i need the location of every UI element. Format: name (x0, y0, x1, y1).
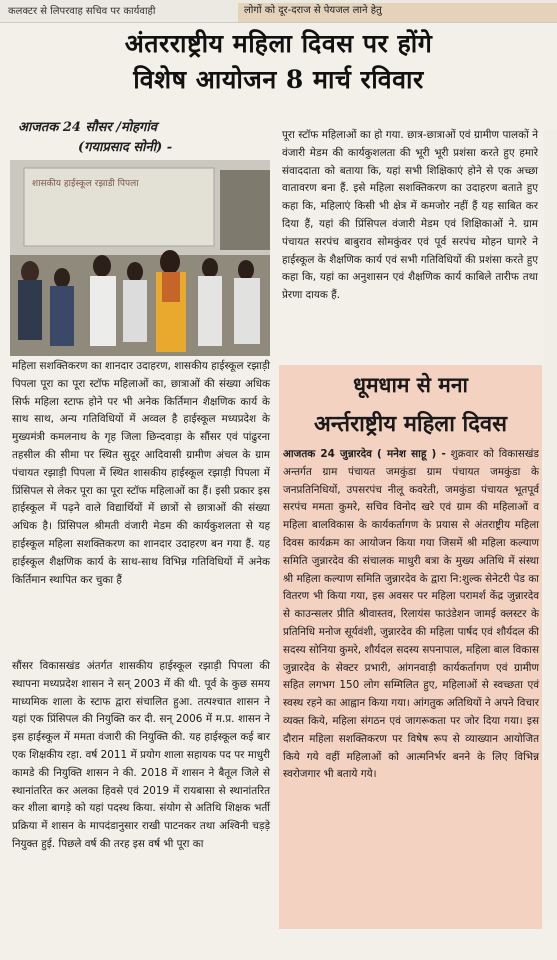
byline-line1: आजतक 24 सौसर /मोहगांव (18, 120, 157, 135)
headline (0, 26, 557, 98)
news-photo (10, 160, 270, 356)
classroom-photo (10, 160, 270, 356)
top-strip-left-text: कलक्टर से लिपरवाह सचिव पर कार्यवाही (8, 6, 156, 17)
photo-banner-text: शासकीय हाईस्कूल रझाडी पिपला (32, 179, 139, 189)
headline-line1: अंतरराष्ट्रीय महिला दिवस पर होंगे (124, 29, 433, 58)
top-strip-right-text: लोगों को दूर-दराज से पेयजल लाने हेतु (238, 3, 557, 22)
headline-line2: विशेष आयोजन 8 मार्च रविवार (133, 65, 424, 94)
box-dateline: आजतक 24 जुन्नारदेव ( मनेश साहू ) - (283, 448, 446, 460)
top-strip (0, 0, 557, 23)
byline-line2: (गयाप्रसाद सोनी) - (78, 140, 173, 155)
byline (18, 118, 276, 158)
box-title-line1: धूमधाम से मना (353, 372, 468, 397)
column-left-para2: सौंसर विकासखंड अंतर्गत शासकीय हाईस्कूल रझाड़ी पिपला की स्थापना मध्यप्रदेश शासन ने सन् 2003 में की थी. पूर्व के कुछ समय माध्यमिक शाला के स्टाफ द्वारा संचालित हुआ. तत्पश्चात शासन ने यहां एक प्रिंसिपल की नियुक्ति कर दी. सन् 2006 में म.प्र. शासन ने इस हाईस्कूल में ममता वंजारी की नियुक्ति की. यह हाईस्कूल कई बार एक शिक्षकीय रहा. वर्ष 2011 में प्रयोग शाला सहायक पद पर माधुरी कामडे की नियुक्ति शासन ने की. 2018 में शासन ने बैतूल जिले से स्थानांतरित कर अलका हिवसे एवं 2019 में रायबासा से स्थानांतरित कर शीला बागड़े को यहां पदस्थ किया. संयोग से अतिथि शिक्षक भर्ती प्रक्रिया में शासन के मापदंडानुसार राखी पाटनकर तथा अश्विनी चड़ड़े नियुक्त हुई. पिछले वर्ष की तरह इस वर्ष भी पूरा का (12, 660, 270, 850)
column-right-top-para: पूरा स्टॉफ महिलाओं का हो गया. छात्र-छात्राओं एवं ग्रामीण पालकों ने वंजारी मेडम की कार्यकुशलता की भूरी भूरी प्रशंसा करते हुए हमारे संवाददाता को बताया कि, यहां सभी शिक्षिकाएं होने से एक अच्छा वातावरण बना हैं. इसे महिला सशक्तिकरण का उदाहरण बताते हुए कहा कि, महिलाएं किसी भी क्षेत्र में कमजोर नहीं हैं यह साबित कर दिया हैं, यहां की प्रिंसिपल वंजारी मेडम एवं शिक्षिकाओं ने. ग्राम पंचायत सरपंच बाबुराव सोमकुंवर एवं पूर्व सरपंच मोहन घागरे ने हाईस्कूल के शैक्षणिक कार्य एवं सभी गतिविधियों की प्रशंसा करते हुए कहा कि, यहां का अनुशासन एवं शैक्षणिक कार्य काबिले तारीफ तथा प्रेरणा दायक हैं. (282, 129, 538, 302)
box-title-line2: अर्न्तराष्ट्रीय महिला दिवस (313, 411, 508, 437)
box-body (283, 446, 539, 784)
box-body-text: शुक्रवार को विकासखंड अन्तर्गत ग्राम पंचायत जमकुंडा ग्राम पंचायत जमकुंडा के जनप्रतिनिधियों, उपसरपंच नीलू कवरेती, जमकुंडा पंचायत भूतपूर्व सरपंच ममता कुमरे, सचिव विनोद खरे एवं ग्राम की महिलाओं व महिला बालविकास के कार्यकर्तागण के प्रयास से अंतराष्ट्रीय महिला दिवस कार्यक्रम का आयोजन किया गया जिसमें श्री महिला कल्याण समिति जुन्नारदेव की संचालक माधुरी बत्रा के मुख्य अतिथि में संस्था श्री महिला कल्याण समिति जुन्नारदेव के द्वारा नि:शुल्क सेनेटरी पेड का वितरण भी किया गया, इस अवसर पर महिला परामर्श केंद्र जुन्नारदेव से काउन्सलर प्रीति श्रीवास्तव, रिलायंस फाउंडेशन जामई क्लस्टर के प्रतिनिधि मनोज सूर्यवंशी, जुन्नारदेव की महिला पार्षद एवं शौर्यदल की सदस्य सोनिया कुमरे, शौर्यदल सदस्य सपनापाल, महिला बाल विकास जुन्नारदेव के सेक्टर प्रभारी, आंगनवाड़ी कार्यकर्तागण एवं ग्रामीण सहित लगभग 150 लोग सम्मिलित हुए, महिलाओं से स्वच्छता एवं स्वस्थ रहने का आह्वान किया गया। आंगतुक अतिथियों ने अपने विचार व्यक्त किये, महिला संगठन एवं जागरूकता पर जोर दिया गया। इस दौरान महिला सशक्तिकरण पर विषेष रूप से व्याख्यान आयोजित किये गये वहीं महिलाओं को आत्मनिर्भर बनने के लिए विभिन्न स्वरोजगार भी बताये गये। (283, 448, 539, 781)
column-left-para1: महिला सशक्तिकरण का शानदार उदाहरण, शासकीय हाईस्कूल रझाड़ी पिपला पूरा का पूरा स्टॉफ महिलाओं का, छात्राओं की संख्या अधिक सिर्फ महिला स्टाफ होने पर भी अनेक किर्तिमान शैक्षणिक कार्य के साथ साथ, अन्य गतिविधियों में अव्वल है हाईस्कूल मध्यप्रदेश के मुख्यमंत्री कमलनाथ के गृह जिला छिन्दवाड़ा के सौंसर एवं पांढुरना तहसील की सीमा पर स्थित सुदूर आदिवासी ग्रामीण अंचल के ग्राम पंचायत रझाड़ी पिपला में स्थित शासकीय हाईस्कूल रझाड़ी पिपला में प्रिंसिपल से लेकर पूरा का पूरा स्टॉफ महिलाओं का हैं। इसी प्रकार इस हाईस्कूल में पढ़ने वाले विद्यार्थियों में छात्रों से छात्राओं की संख्या अधिक है। प्रिंसिपल श्रीमती वंजारी मेडम की कार्यकुशलता से यह हाईस्कूल महिला सशक्तिकरण का शानदार उदाहरण बन गया हैं. यह हाईस्कूल शैक्षणिक कार्य के साथ-साथ विभिन्न गतिविधियों में अनेक किर्तिमान स्थापित कर चुका हैं (12, 360, 270, 586)
right-edge-column (544, 130, 557, 920)
